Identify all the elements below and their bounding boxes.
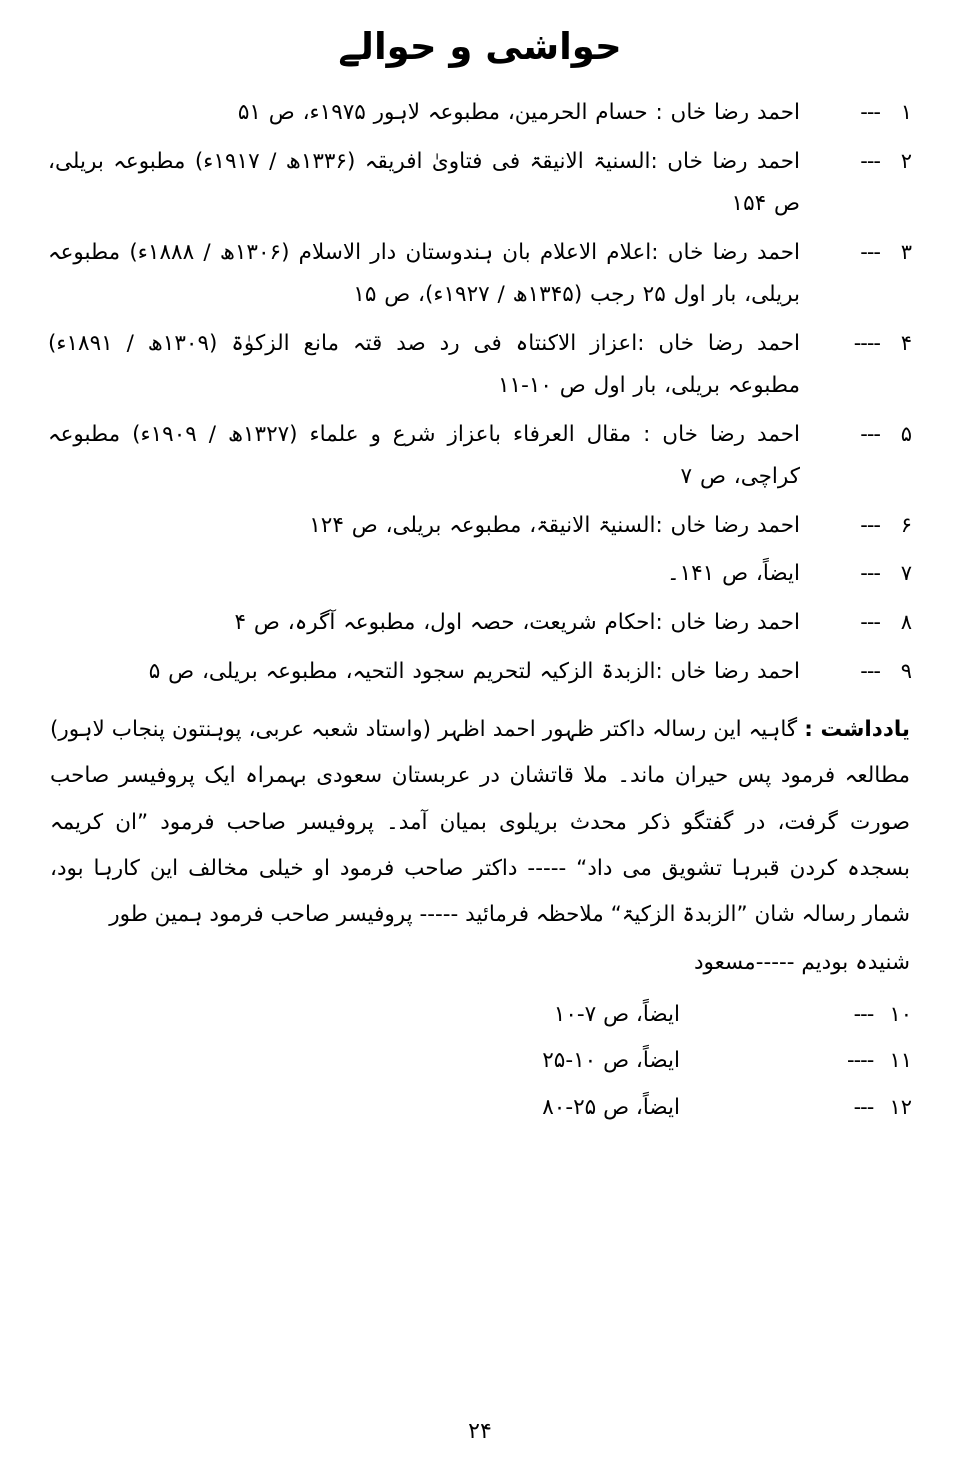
footnotes-list-continued — [48, 997, 912, 1127]
footnote-item — [48, 1090, 912, 1127]
footnote-marker — [800, 553, 912, 592]
footnote-item — [48, 1043, 912, 1080]
footnote-dashes: ---- — [853, 330, 880, 355]
footnote-dashes: --- — [860, 240, 880, 265]
footnote-dashes: --- — [860, 421, 880, 446]
footnote-item — [48, 323, 912, 407]
footnotes-list — [48, 92, 912, 693]
footnote-number: ۱۲ — [889, 1094, 912, 1119]
footnote-marker — [800, 997, 912, 1033]
footnote-number: ۱۰ — [889, 1001, 912, 1026]
footnote-dashes: --- — [860, 659, 880, 684]
footnote-marker — [800, 505, 912, 544]
footnote-item — [48, 553, 912, 595]
footnote-number: ۴ — [900, 330, 912, 355]
footnote-item — [48, 141, 912, 225]
footnote-dashes: --- — [860, 149, 880, 174]
footnote-marker — [800, 414, 912, 453]
footnote-text: احمد رضا خاں : حسام الحرمین، مطبوعہ لاہور ۱۹۷۵ء، ص ۵۱ — [237, 100, 800, 126]
footnote-marker — [800, 602, 912, 641]
footnote-number: ۳ — [900, 240, 912, 265]
footnote-text: ایضاً، ص ۲۵-۸۰ — [542, 1094, 680, 1120]
footnote-item — [48, 602, 912, 644]
footnote-number: ۵ — [900, 421, 912, 446]
footnote-dashes: --- — [860, 100, 880, 125]
page-title: حواشی و حوالے — [338, 25, 622, 68]
footnote-dashes: --- — [853, 1094, 874, 1119]
footnote-marker — [800, 1090, 912, 1126]
footnote-text: احمد رضا خاں :اعلام الاعلام بان ہندوستان دار الاسلام (۱۳۰۶ھ / ۱۸۸۸ء) مطبوعہ بریلی، بار اول ۲۵ رجب (۱۳۴۵ھ / ۱۹۲۷ء)، ص ۱۵ — [48, 240, 800, 307]
footnote-item — [48, 651, 912, 693]
footnote-text: ایضاً، ص ۷-۱۰ — [553, 1001, 680, 1027]
footnote-dashes: --- — [860, 512, 880, 537]
footnote-item — [48, 92, 912, 134]
footnote-item — [48, 232, 912, 316]
memo-body: گاہیہ این رسالہ داکتر ظہور احمد اظہر (واستاد شعبہ عربی، پوہنتون پنجاب لاہور) مطالعہ فرمود پس حیران ماند۔ ملا قاتشان در عربستان سعودی بہمراہ ایک پروفیسر صاحب صورت گرفت، در گفتگو ذکر محدث بریلوی بمیان آمد۔ پروفیسر صاحب فرمود ”ان کریمہ بسجدہ کردن قبرہا تشویق می داد“ ----- داکتر صاحب فرمود او خیلی مخالف این کارہا بود، شمار رسالہ شان ”الزبدۃ الزکیۃ“ ملاحظہ فرمائید ----- پروفیسر صاحب فرمود ہمین طور — [50, 717, 910, 928]
footnote-dashes: --- — [860, 610, 880, 635]
footnote-dashes: ---- — [847, 1048, 874, 1073]
footnote-text: احمد رضا خاں :السنیۃ الانیقۃ، مطبوعہ بریلی، ص ۱۲۴ — [309, 512, 800, 538]
footnote-marker — [800, 651, 912, 690]
footnote-number: ۲ — [900, 149, 912, 174]
footnote-number: ۶ — [900, 512, 912, 537]
footnote-marker — [800, 141, 912, 180]
footnote-text: ایضاً، ص ۱۴۱۔ — [666, 561, 800, 587]
memo-end: شنیدہ بودیم -----مسعود — [693, 950, 910, 976]
footnote-text: احمد رضا خاں :السنیۃ الانیقۃ فی فتاویٰ افریقہ (۱۳۳۶ھ / ۱۹۱۷ء) مطبوعہ بریلی، ص ۱۵۴ — [48, 149, 800, 217]
footnote-number: ۹ — [900, 659, 912, 684]
footnote-marker — [800, 323, 912, 362]
footnote-text: احمد رضا خاں :احکام شریعت، حصہ اول، مطبوعہ آگرہ، ص ۴ — [234, 610, 800, 636]
footnote-marker — [800, 92, 912, 131]
footnote-item — [48, 997, 912, 1034]
footnote-item — [48, 414, 912, 498]
footnote-text: احمد رضا خاں : مقال العرفاء باعزاز شرع و علماء (۱۳۲۷ھ / ۱۹۰۹ء) مطبوعہ کراچی، ص ۷ — [48, 421, 800, 489]
footnote-text: احمد رضا خاں :الزبدۃ الزکیہ لتحریم سجود التحیہ، مطبوعہ بریلی، ص ۵ — [148, 659, 800, 685]
footnote-number: ۷ — [900, 561, 912, 586]
footnote-item — [48, 505, 912, 547]
footnote-marker — [800, 232, 912, 271]
memo-label: یادداشت : — [804, 717, 911, 743]
page-number: ۲۴ — [468, 1419, 492, 1444]
footnote-marker — [800, 1043, 912, 1079]
footnote-text: احمد رضا خاں :اعزاز الاکنتاہ فی رد صد قتہ مانع الزکوٰۃ (۱۳۰۹ھ / ۱۸۹۱ء) مطبوعہ بریلی، بار اول ص ۱۰-۱۱ — [48, 330, 800, 398]
footnote-number: ۱۱ — [889, 1048, 912, 1073]
footnote-dashes: --- — [853, 1001, 874, 1026]
footnote-number: ۸ — [900, 610, 912, 635]
footnote-number: ۱ — [900, 100, 912, 125]
footnote-dashes: --- — [860, 561, 880, 586]
footnote-text: ایضاً، ص ۱۰-۲۵ — [542, 1048, 680, 1074]
memo-block — [48, 707, 912, 986]
